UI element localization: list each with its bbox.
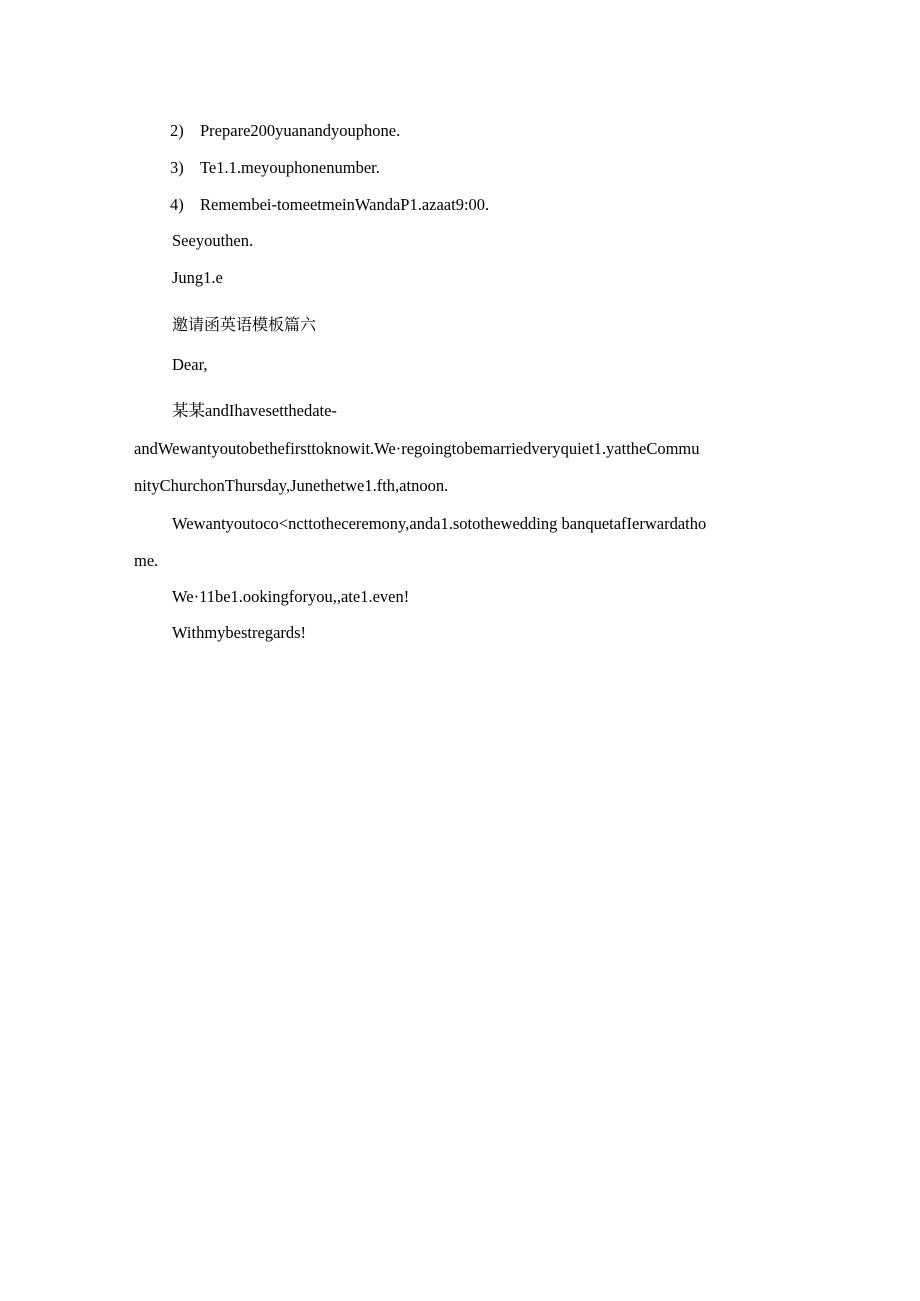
list-number: 2): [170, 121, 184, 140]
closing-regards: Withmybestregards!: [172, 623, 307, 642]
paragraph-1-line-1: 某某andIhavesetthedate-: [172, 401, 337, 420]
salutation: Dear,: [172, 355, 208, 374]
closing-see-you: Seeyouthen.: [172, 231, 254, 250]
paragraph-3: We·11be1.ookingforyou,,ate1.even!: [172, 587, 410, 606]
list-text: Te1.1.meyouphonenumber.: [200, 158, 380, 177]
paragraph-2-line-2: me.: [134, 551, 159, 570]
list-number: 3): [170, 158, 184, 177]
list-item-4: [170, 195, 489, 215]
list-number: 4): [170, 195, 184, 214]
section-heading: 邀请函英语模板篇六: [172, 315, 317, 334]
paragraph-2-line-1: Wewantyoutoco<ncttotheceremony,anda1.sotothewedding banquetafIerwardatho: [172, 514, 707, 533]
paragraph-1-line-2: andWewantyoutobethefirsttoknowit.We·regoingtobemarriedveryquiet1.yattheCommu: [134, 439, 700, 458]
list-item-3: [170, 158, 380, 178]
list-text: Prepare200yuanandyouphone.: [200, 121, 401, 140]
signature: Jung1.e: [172, 268, 223, 287]
list-item-2: [170, 121, 400, 141]
list-text: Remembei-tomeetmeinWandaP1.azaat9:00.: [200, 195, 490, 214]
paragraph-1-line-3: nityChurchonThursday,Junethetwe1.fth,atnoon.: [134, 476, 449, 495]
